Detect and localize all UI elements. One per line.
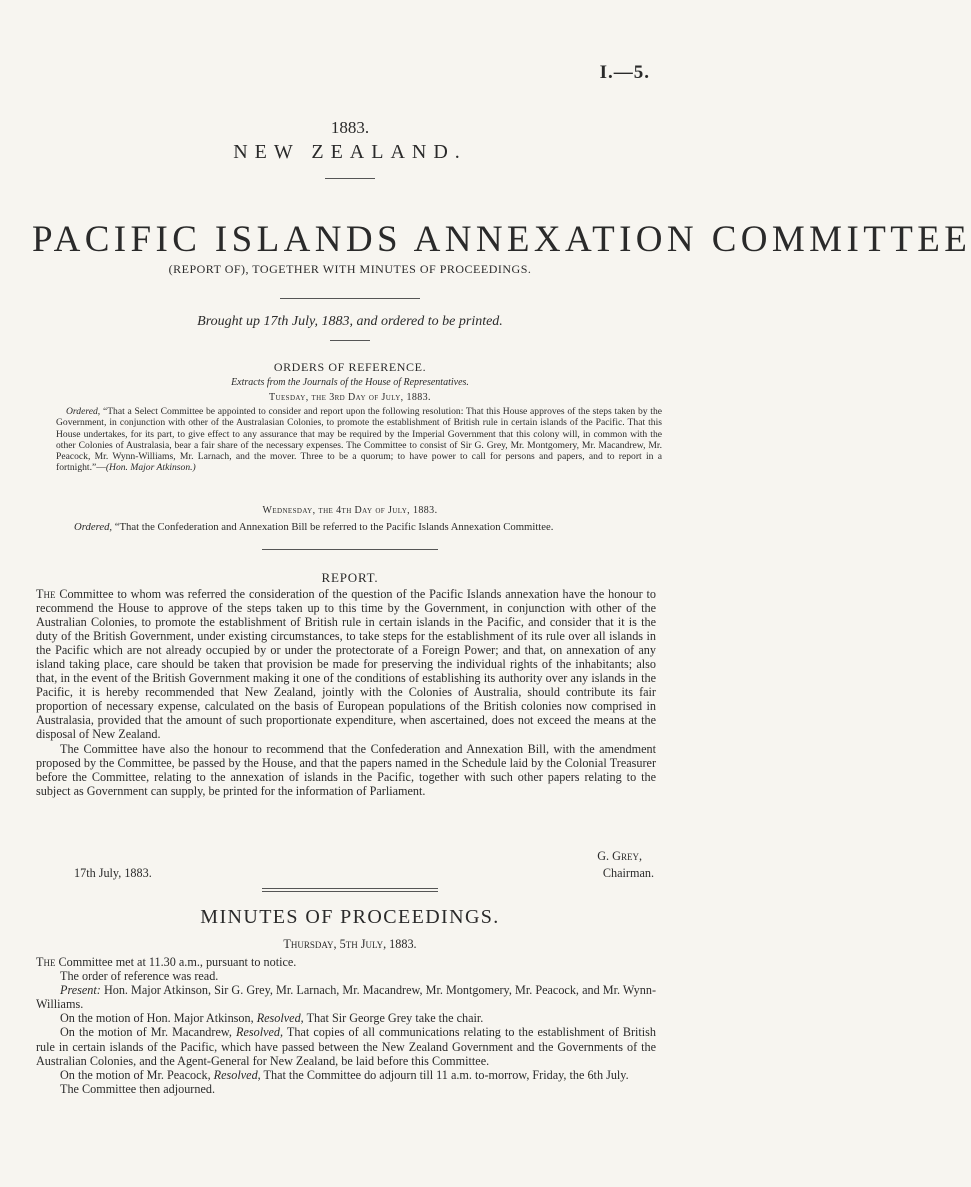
ordered-text: “That the Confederation and Annexation Bill be referred to the Pacific Islands Annexation Committee. [114, 521, 554, 533]
document-title: PACIFIC ISLANDS ANNEXATION COMMITTEE [32, 219, 971, 260]
ordered-label: Ordered, [74, 521, 113, 533]
divider [262, 549, 438, 550]
resolved-label: Resolved, [236, 1025, 284, 1040]
order-date-1: Tuesday, the 3rd Day of July, 1883. [269, 392, 431, 403]
brought-up-line: Brought up 17th July, 1883, and ordered to be printed. [197, 314, 503, 329]
report-date: 17th July, 1883. [74, 866, 152, 880]
ordered-text: “That a Select Committee be appointed to consider and report upon the following resolution: That this House approves of the steps taken by the Government, in conjunction with other of the Australasian Colonies, to promote the establishment of British rule in certain islands of the Pacific. That this House undertakes, for its part, to give effect to any assurance that may be required by the Imperial Government that this colony will, in common with the other Colonies of Australasia, bear a fair share of the necessary expenses. The Committee to consist of Sir G. Grey, Mr. Montgomery, Mr. Macandrew, Mr. Peacock, Mr. Wynn-Williams, Mr. Larnach, and the mover. Three to be a quorum; to have power to call for persons and papers, and to report in a fortnight.”— [56, 406, 662, 474]
minutes-paragraph [36, 1025, 656, 1067]
minutes-paragraph [36, 983, 656, 1011]
report-paragraph-2: The Committee have also the honour to recommend that the Confederation and Annexation Bill, with the amendment proposed by the Committee, be passed by the House, and that the papers named in the Schedule laid by the Colonial Treasurer before the Committee, relating to the annexation of islands in the Pacific, together with such other papers relating to the subject as Government can supply, be printed for the information of Parliament. [36, 741, 656, 798]
minutes-paragraph: The Committee then adjourned. [60, 1081, 216, 1096]
minutes-date: Thursday, 5th July, 1883. [283, 937, 417, 951]
minutes-heading: MINUTES OF PROCEEDINGS. [200, 906, 500, 928]
minutes-text: Committee met at 11.30 a.m., pursuant to notice. [58, 955, 297, 969]
page-reference: I.—5. [599, 62, 650, 83]
extracts-line: Extracts from the Journals of the House of Representatives. [231, 377, 469, 388]
signature-name: G. Grey, [597, 849, 642, 863]
report-heading: REPORT. [321, 570, 379, 585]
minutes-lead-word: The [36, 955, 56, 969]
divider [325, 178, 375, 179]
document-subtitle: (REPORT OF), TOGETHER WITH MINUTES OF PROCEEDINGS. [168, 262, 532, 276]
minutes-text: On the motion of Mr. Macandrew, [60, 1025, 232, 1040]
ordered-label: Ordered, [66, 406, 101, 417]
minutes-body [36, 955, 656, 1096]
report-lead-word: The [36, 587, 56, 601]
orders-heading: ORDERS OF REFERENCE. [273, 360, 427, 374]
resolved-label: Resolved, [213, 1067, 261, 1082]
minutes-text: That the Committee do adjourn till 11 a.m. to-morrow, Friday, the 6th July. [263, 1067, 629, 1082]
report-body [36, 587, 656, 798]
minutes-text: On the motion of Mr. Peacock, [60, 1067, 211, 1082]
resolved-label: Resolved, [256, 1011, 304, 1026]
year: 1883. [330, 118, 370, 137]
ordered-mover: (Hon. Major Atkinson.) [105, 462, 196, 474]
divider [280, 298, 420, 299]
minutes-paragraph: The order of reference was read. [60, 969, 219, 984]
order-date-2: Wednesday, the 4th Day of July, 1883. [262, 505, 438, 516]
minutes-text: That copies of all communications relating to the establishment of British rule in certain islands of the Pacific, which have passed between the New Zealand Government and the Governments of the Australian Colonies, and the Agent-General for New Zealand, be laid before this Committee. [36, 1025, 657, 1068]
report-paragraph-1 [36, 587, 656, 742]
present-label: Present: [60, 983, 101, 998]
divider [262, 888, 438, 889]
report-text-1: Committee to whom was referred the consideration of the question of the Pacific Islands annexation have the honour to recommend the House to approve of the steps taken up to this time by the Government, in conjunction with other of the Australian Colonies, to promote the establishment of British rule in certain islands in the Pacific, and consider that it is the duty of the British Government, under existing circumstances, to take steps for the establishment of its rule over all islands in the Pacific which are not already occupied by or under the protectorate of a Foreign Power; and that, on annexation of any island taking place, care should be taken that provision be made for preserving the individual rights of the inhabitants; also that, in the event of the British Government making it one of the conditions of establishing its authority over any islands in the Pacific, it is hereby recommended that New Zealand, jointly with the Colonies of Australia, should contribute its fair proportion of necessary expense, calculated on the basis of European populations of the British colonies now comprised in Australasia, provided that the amount of such proportionate expenditure, when ascertained, does not exceed the means at the disposal of New Zealand. [36, 587, 656, 742]
divider [262, 891, 438, 892]
divider [330, 340, 370, 341]
country-heading: NEW ZEALAND. [233, 141, 467, 163]
minutes-text: That Sir George Grey take the chair. [306, 1011, 484, 1026]
minutes-text: Hon. Major Atkinson, Sir G. Grey, Mr. Larnach, Mr. Macandrew, Mr. Montgomery, Mr. Peacock, and Mr. Wynn-Williams. [36, 983, 656, 1012]
minutes-paragraph [36, 1011, 656, 1025]
minutes-paragraph [36, 1068, 656, 1082]
order-resolution-2 [74, 521, 674, 533]
minutes-paragraph [36, 955, 656, 969]
order-resolution-1 [56, 406, 662, 474]
minutes-text: On the motion of Hon. Major Atkinson, [60, 1011, 254, 1026]
signature-title: Chairman. [602, 866, 654, 880]
